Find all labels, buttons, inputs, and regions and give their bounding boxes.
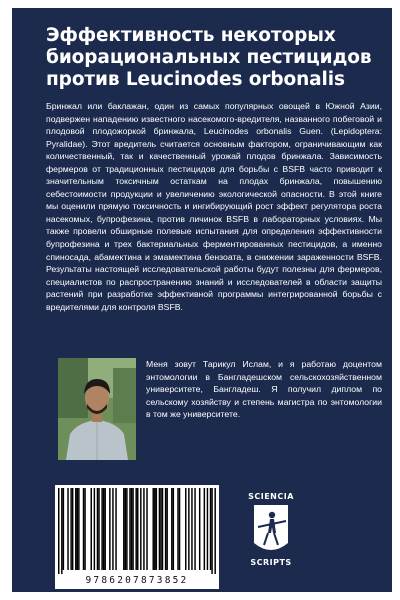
barcode-bar [129, 488, 130, 570]
barcode-bar [146, 488, 147, 570]
barcode-bar [103, 488, 104, 570]
barcode-bar [104, 488, 105, 570]
barcode-bar [179, 488, 180, 570]
barcode-bar [61, 488, 62, 574]
barcode-bar [211, 488, 212, 574]
isbn-number: 9786207873852 [85, 575, 189, 586]
barcode-bar [159, 488, 160, 570]
barcode-bar [115, 488, 116, 570]
publisher-emblem-icon [250, 503, 292, 557]
barcode-bar [210, 488, 211, 570]
publisher-logo [246, 492, 296, 570]
barcode-bar [101, 488, 102, 570]
barcode-bar [204, 488, 205, 570]
barcode-bar [84, 488, 85, 570]
barcode-bar [154, 488, 155, 570]
barcode-bar [191, 488, 192, 570]
barcode-bar [63, 488, 64, 570]
barcode-bar [77, 488, 78, 570]
barcode-bar [70, 488, 71, 570]
book-description: Бринжал или баклажан, один из самых популярных овощей в Южной Азии, подвержен нападению известного насекомого-вредителя, названного побеговой и плодовой плодожоркой бринжала, Leucinodes orbonalis Guen. (Lepidoptera: Pyralidae). Этот вредитель считается основным фактором, ограничивающим как количественный, так и качественный урожай плодов бринжала. Зависимость фермеров от традиционных пестицидов для борьбы с BSFB часто приводит к значительным токсичным остаткам на плодах бринжала, повышению себестоимости продукции и увеличению экологической опасности. В этой книге мы оценили прямую токсичность и ингибирующий рост эффект регулятора роста насекомых, бупрофезина, против личинок BSFB в лабораторных условиях. Мы также провели обширные полевые испытания для определения эффективности бупрофезина и трех бактериальных ферментированных пестицидов, а именно спиносада, абамектина и эмамектина бензоата, в снижении зараженности BSFB. Результаты настоящей исследовательской работы будут полезны для фермеров, специалистов по распространению знаний и исследователей в области защиты растений при разработке эффективной программы интегрированной борьбы с вредителями для контроля BSFB. [46, 101, 382, 312]
barcode-bar [143, 488, 144, 570]
barcode-bars [58, 488, 216, 574]
barcode-bar [177, 488, 178, 570]
barcode-bar [140, 488, 141, 570]
barcode-bar [166, 488, 167, 570]
barcode-bar [98, 488, 99, 570]
barcode-bar [109, 488, 110, 570]
barcode-bar [156, 488, 157, 570]
back-cover [12, 8, 392, 592]
publisher-logo-top: SCIENCIA [248, 492, 294, 501]
barcode-bar [173, 488, 174, 570]
publisher-logo-bottom: SCRIPTS [250, 558, 292, 567]
barcode-bar [78, 488, 79, 570]
barcode-bar [58, 488, 59, 574]
barcode-bar [112, 488, 113, 570]
barcode-bar [188, 488, 189, 570]
barcode-bar [165, 488, 166, 570]
barcode-bar [194, 488, 195, 570]
barcode-bar [123, 488, 124, 570]
barcode-bar [97, 488, 98, 570]
author-portrait-image [58, 358, 136, 460]
author-bio: Меня зовут Тарикул Ислам, и я работаю доцентом энтомологии в Бангладешском сельскохозяйственном университете, Бангладеш. Я получил диплом по сельскому хозяйству и степень магистра по энтомологии в том же университете. [146, 359, 382, 420]
barcode-bar [152, 488, 153, 570]
barcode-bar [132, 488, 133, 570]
barcode-bar [160, 488, 161, 570]
barcode-bar [126, 488, 127, 570]
barcode-bar [91, 488, 92, 570]
barcode-bar [83, 488, 84, 570]
barcode-bar [185, 488, 186, 570]
barcode-bar [135, 488, 136, 570]
barcode-bar [67, 488, 68, 570]
barcode-bar [162, 488, 163, 570]
barcode-bar [125, 488, 126, 570]
barcode-bar [72, 488, 73, 570]
barcode-bar [214, 488, 215, 574]
barcode-bar [75, 488, 76, 570]
barcode-bar [137, 488, 138, 570]
barcode-bar [131, 488, 132, 570]
barcode-bar [199, 488, 200, 570]
barcode-bar [94, 488, 95, 570]
book-title: Эффективность некоторых биорациональных пестицидов против Leucinodes orbonalis [46, 25, 372, 90]
barcode-bar [207, 488, 208, 570]
barcode-bar [171, 488, 172, 570]
barcode [55, 485, 219, 589]
author-photo [58, 358, 136, 460]
